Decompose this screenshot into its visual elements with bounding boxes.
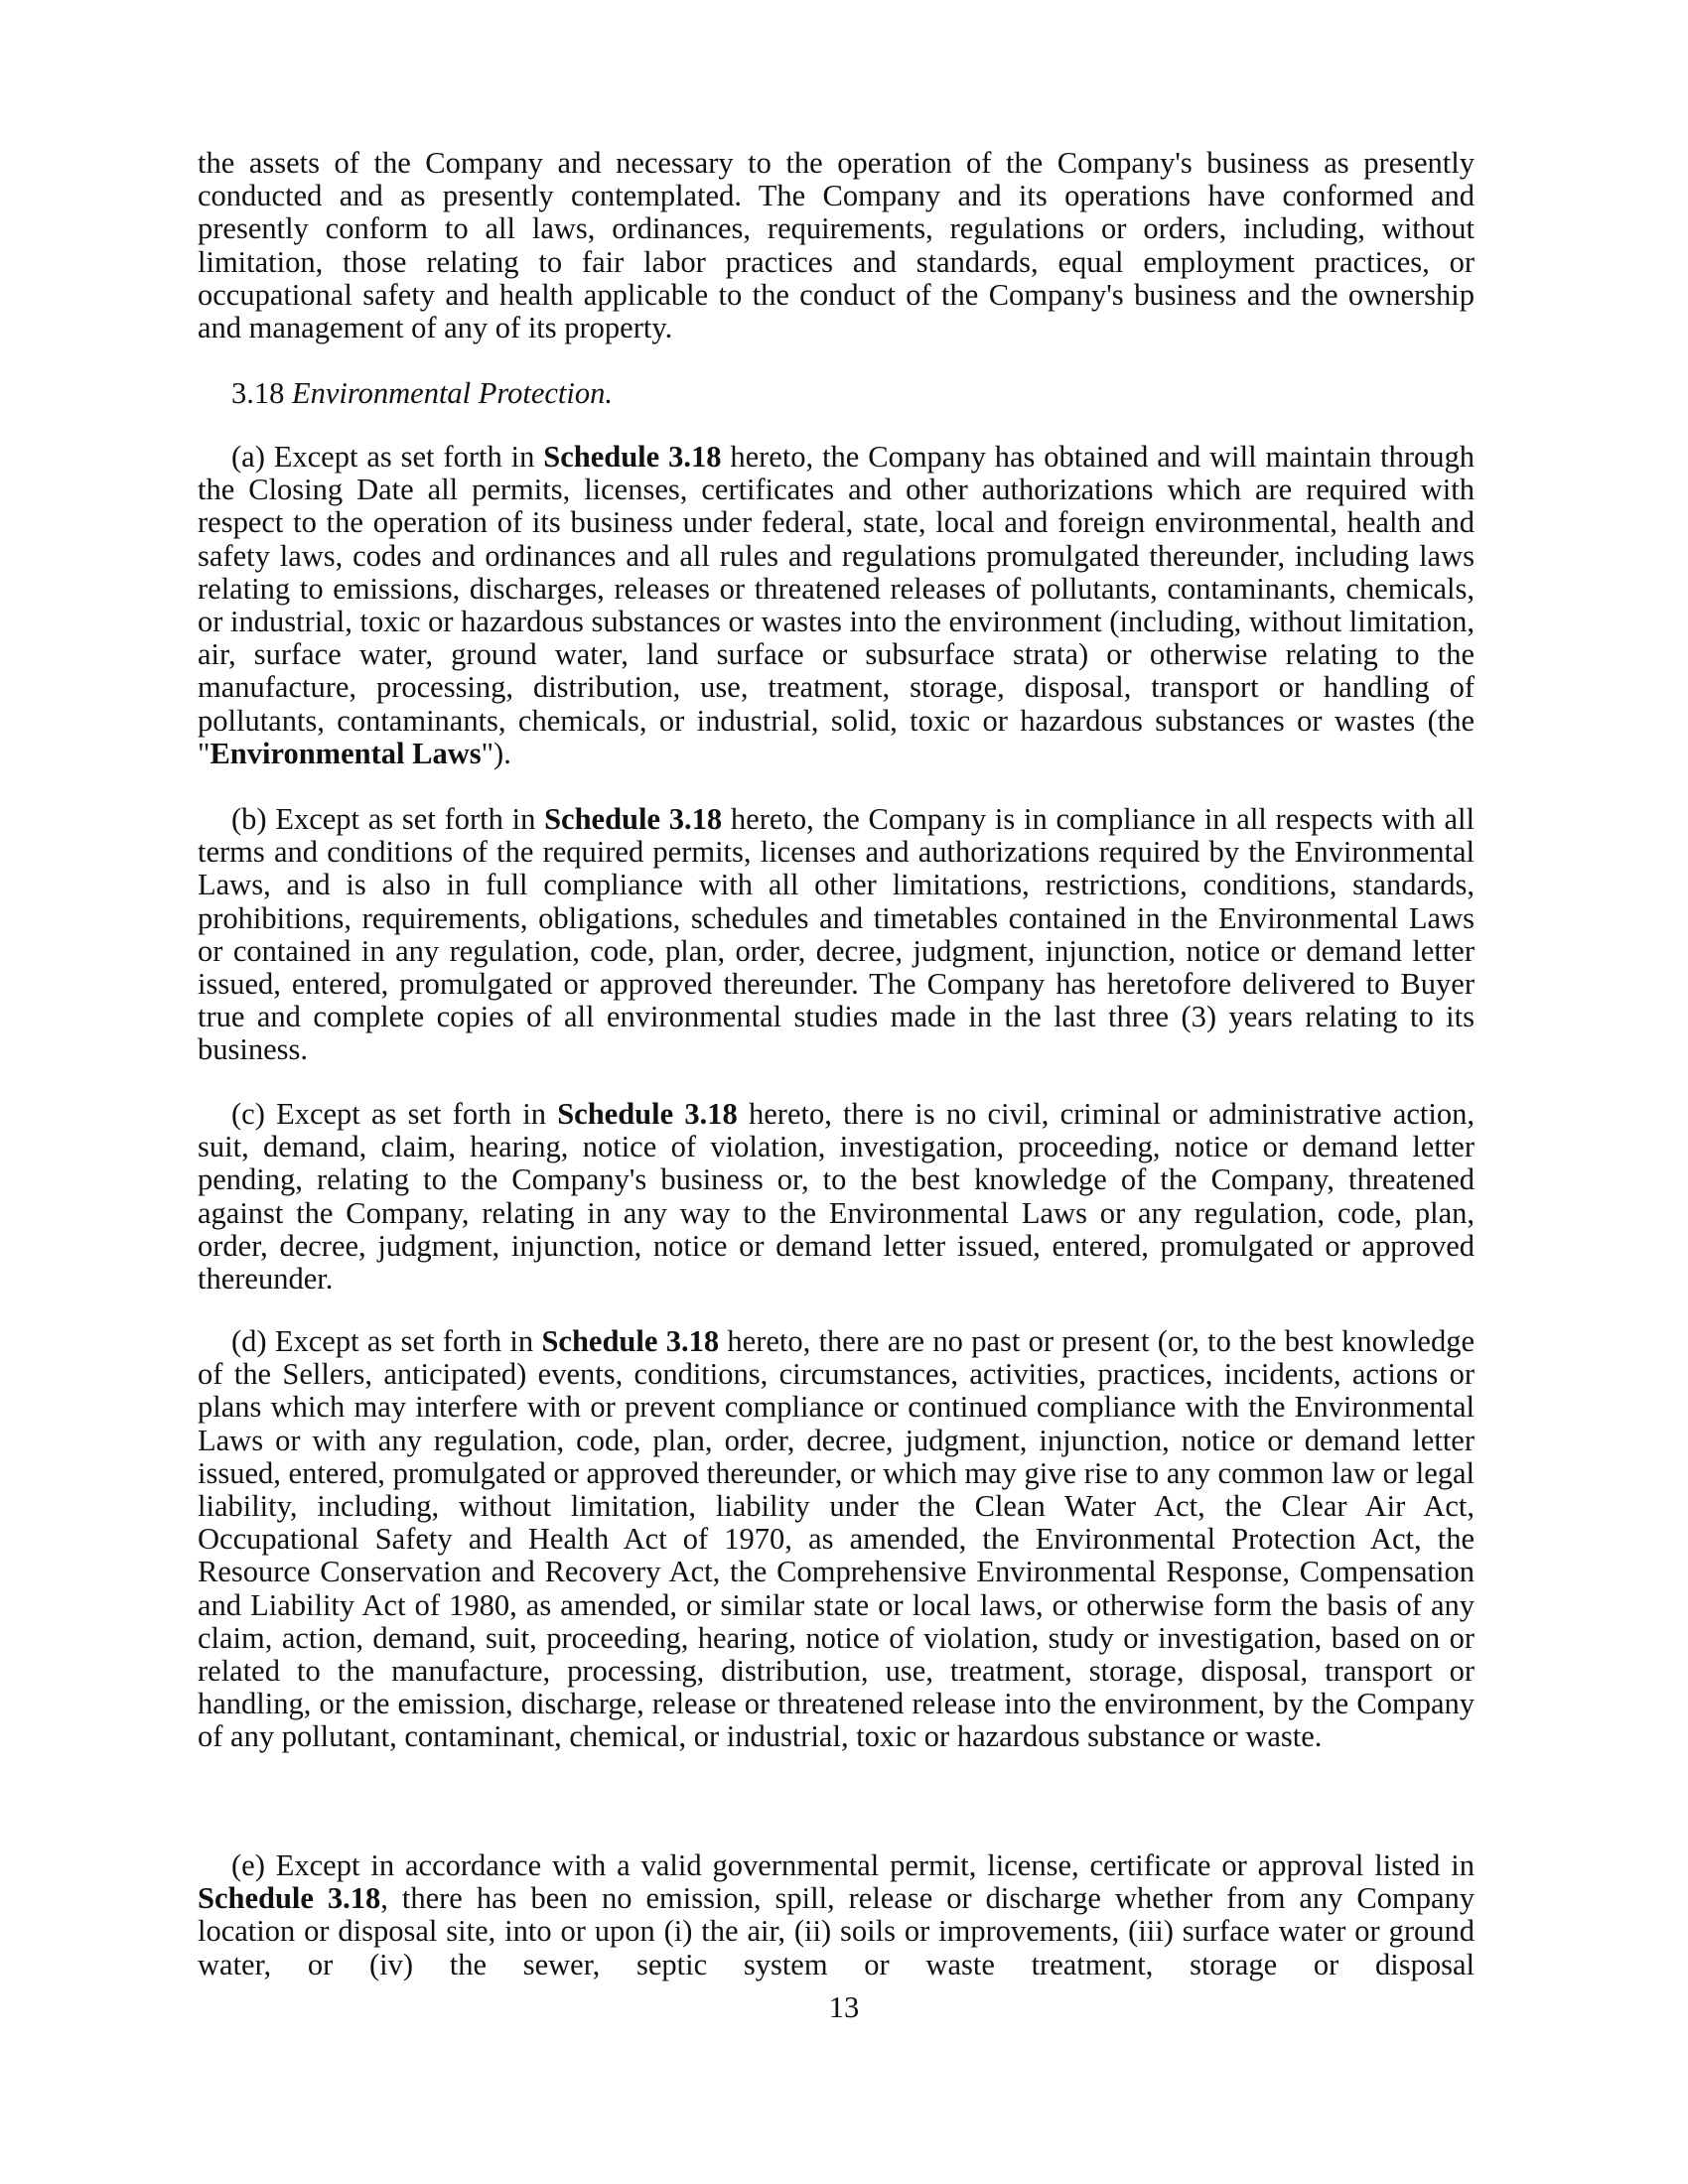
paragraph-d (198, 1325, 1475, 1754)
paragraph-e (198, 1849, 1475, 1981)
section-title: Environmental Protection. (292, 376, 614, 410)
text: , there has been no emission, spill, release or discharge whether from any Company location or disposal site, into or upon (i) the air, (ii) soils or improvements, (iii) surface water or ground water, or (iv) the sewer, septic system or waste treatment, storage or disposal (198, 1881, 1475, 1981)
paragraph-intro: the assets of the Company and necessary to the operation of the Company's business as presently conducted and as presently contemplated. The Company and its operations have conformed and presently conform to all laws, ordinances, requirements, regulations or orders, including, without limitation, those relating to fair labor practices and standards, equal employment practices, or occupational safety and health applicable to the conduct of the Company's business and the ownership and management of any of its property. (198, 146, 1475, 345)
text: hereto, there is no civil, criminal or administrative action, suit, demand, claim, hearing, notice of violation, investigation, proceeding, notice or demand letter pending, relating to the Company's business or, to the best knowledge of the Company, threatened against the Company, relating in any way to the Environmental Laws or any regulation, code, plan, order, decree, judgment, injunction, notice or demand letter issued, entered, promulgated or approved thereunder. (198, 1097, 1475, 1297)
text: hereto, the Company has obtained and will maintain through the Closing Date all permits, licenses, certificates and other authorizations which are required with respect to the operation of its business under federal, state, local and foreign environmental, health and safety laws, codes and ordinances and all rules and regulations promulgated thereunder, including laws relating to emissions, discharges, releases or threatened releases of pollutants, contaminants, chemicals, or industrial, toxic or hazardous substances or wastes into the environment (including, without limitation, air, surface water, ground water, land surface or subsurface strata) or otherwise relating to the manufacture, processing, distribution, use, treatment, storage, disposal, transport or handling of pollutants, contaminants, chemicals, or industrial, solid, toxic or hazardous substances or wastes (the " (198, 440, 1476, 770)
section-number: 3.18 (231, 376, 292, 410)
schedule-ref: Schedule 3.18 (541, 1324, 720, 1358)
text: "). (481, 736, 511, 770)
paragraph-c (198, 1098, 1475, 1296)
paragraph-a (198, 441, 1475, 770)
text: (d) Except as set forth in (231, 1324, 542, 1358)
paragraph-b (198, 803, 1475, 1067)
text: hereto, there are no past or present (or, to the best knowledge of the Sellers, anticipated) events, conditions, circumstances, activities, practices, incidents, actions or plans which may interfere with or prevent compliance or continued compliance with the Environmental Laws or with any regulation, code, plan, order, decree, judgment, injunction, notice or demand letter issued, entered, promulgated or approved thereunder, or which may give rise to any common law or legal liability, including, without limitation, liability under the Clean Water Act, the Clear Air Act, Occupational Safety and Health Act of 1970, as amended, the Environmental Protection Act, the Resource Conservation and Recovery Act, the Comprehensive Environmental Response, Compensation and Liability Act of 1980, as amended, or similar state or local laws, or otherwise form the basis of any claim, action, demand, suit, proceeding, hearing, notice of violation, study or investigation, based on or related to the manufacture, processing, distribution, use, treatment, storage, disposal, transport or handling, or the emission, discharge, release or threatened release into the environment, by the Company of any pollutant, contaminant, chemical, or industrial, toxic or hazardous substance or waste. (198, 1324, 1475, 1754)
text: (c) Except as set forth in (231, 1097, 558, 1131)
schedule-ref: Schedule 3.18 (544, 802, 723, 836)
text: (e) Except in accordance with a valid governmental permit, license, certificate or approval listed in (231, 1848, 1475, 1882)
schedule-ref: Schedule 3.18 (543, 440, 722, 474)
defined-term: Environmental Laws (210, 736, 482, 770)
text: (b) Except as set forth in (231, 802, 545, 836)
text: hereto, the Company is in compliance in all respects with all terms and conditions of the required permits, licenses and authorizations required by the Environmental Laws, and is also in full compliance with all other limitations, restrictions, conditions, standards, prohibitions, requirements, obligations, schedules and timetables contained in the Environmental Laws or contained in any regulation, code, plan, order, decree, judgment, injunction, notice or demand letter issued, entered, promulgated or approved thereunder. The Company has heretofore delivered to Buyer true and complete copies of all environmental studies made in the last three (3) years relating to its business. (198, 802, 1476, 1067)
schedule-ref: Schedule 3.18 (557, 1097, 738, 1131)
section-heading (198, 377, 1475, 410)
text: (a) Except as set forth in (231, 440, 544, 474)
schedule-ref: Schedule 3.18 (198, 1881, 381, 1916)
page-number: 13 (828, 1990, 860, 2024)
